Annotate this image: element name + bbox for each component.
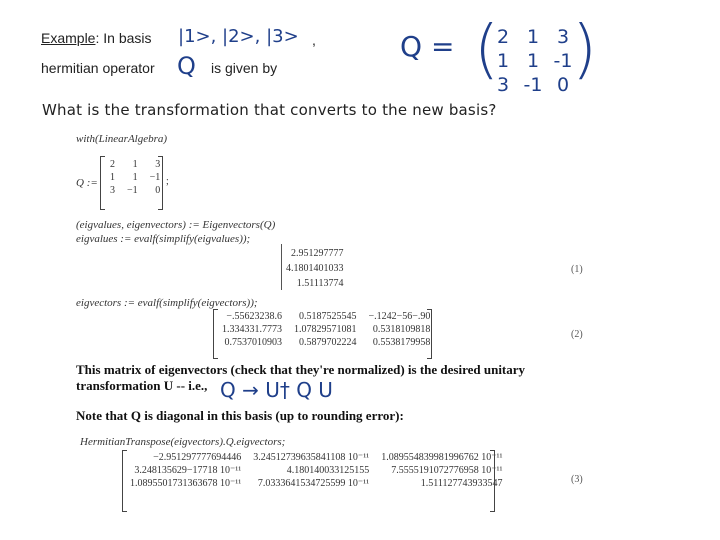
equation-number-3: (3) [571, 474, 583, 485]
eigvector-cell: 0.7537010903 [224, 337, 282, 348]
result-cell: 3.248135629−17718 10⁻¹¹ [134, 465, 242, 476]
q-cell: 3 [110, 185, 115, 196]
eigvector-cell: 1.07829571081 [294, 324, 357, 335]
eigenvectors-command: (eigvalues, eigenvectors) := Eigenvectors(Q) [76, 219, 276, 231]
q-cell: 1 [132, 159, 138, 170]
q-cell: 0 [155, 185, 161, 196]
hq-cell: 1 [526, 26, 540, 48]
result-cell: −2.951297777694446 [153, 452, 242, 463]
eigvectors-right-bracket [427, 309, 432, 359]
result-matrix [124, 451, 508, 490]
eigvector-cell: −.55623238.6 [226, 311, 282, 322]
handwritten-right-paren: ) [572, 13, 597, 87]
handwritten-q-equals: Q = [400, 30, 455, 63]
eigvector-cell: 1.334331.7773 [222, 324, 282, 335]
eigvector-cell: −.1242−56−.90 [368, 311, 431, 322]
example-line [41, 30, 152, 46]
result-cell: 3.24512739635841108 10⁻¹¹ [253, 452, 370, 463]
with-command: with(LinearAlgebra) [76, 133, 168, 145]
result-cell: 4.180140033125155 [286, 465, 370, 476]
example-label: Example [41, 30, 96, 46]
hq-cell: -1 [523, 74, 543, 96]
handwritten-transform: Q → U† Q U [220, 378, 333, 402]
q-cell: 1 [110, 172, 115, 183]
question-heading: What is the transformation that converts to the new basis? [42, 101, 497, 119]
hq-cell: 1 [496, 50, 510, 72]
equation-number-1: (1) [571, 264, 583, 275]
q-cell: 3 [155, 159, 161, 170]
hq-cell: 1 [526, 50, 540, 72]
example-rest: : In basis [95, 30, 152, 46]
handwritten-q-matrix [488, 26, 578, 96]
result-cell: 7.5555191072776958 10⁻¹¹ [391, 465, 503, 476]
result-cell: 1.089554839981996762 10⁻¹¹ [381, 452, 503, 463]
result-cell: 7.0333641534725599 10⁻¹¹ [257, 478, 370, 489]
eigvalues-command: eigvalues := evalf(simplify(eigvalues)); [76, 233, 251, 245]
eigvalues-vector [286, 246, 344, 291]
equation-number-2: (2) [571, 329, 583, 340]
unitary-note-line2: transformation U -- i.e., [76, 378, 208, 393]
q-terminator: ; [166, 176, 169, 187]
eigvectors-matrix [216, 310, 436, 349]
eigvalue: 2.951297777 [291, 248, 344, 259]
hq-cell: 3 [556, 26, 570, 48]
unitary-note-line1: This matrix of eigenvectors (check that they're normalized) is the desired unitary [76, 362, 526, 377]
eigvector-cell: 0.5187525545 [299, 311, 357, 322]
eigvector-cell: 0.5318109818 [372, 324, 431, 335]
result-cell: 1.511127743933547 [420, 478, 503, 489]
eigvector-cell: 0.5538179958 [372, 337, 431, 348]
operator-text: hermitian operator [41, 60, 155, 76]
q-cell: 1 [132, 172, 138, 183]
hq-cell: -1 [553, 50, 573, 72]
diagonal-note: Note that Q is diagonal in this basis (up to rounding error): [76, 408, 404, 423]
result-right-bracket [490, 450, 495, 512]
q-matrix [104, 158, 166, 197]
q-cell: −1 [127, 185, 138, 196]
q-cell: 2 [110, 159, 115, 170]
handwritten-basis: |1>, |2>, |3> [178, 26, 299, 47]
hq-cell: 0 [556, 74, 570, 96]
eigvalue: 4.1801401033 [286, 263, 344, 274]
basis-trailing-comma: , [312, 32, 316, 48]
result-cell: 1.0895501731363678 10⁻¹¹ [130, 478, 242, 489]
eigvector-cell: 0.5879702224 [299, 337, 357, 348]
eigvalues-bracket [281, 244, 282, 290]
handwritten-left-paren: ( [474, 13, 499, 87]
handwritten-q-symbol: Q [177, 52, 196, 80]
eigvectors-command: eigvectors := evalf(simplify(eigvectors)); [76, 297, 258, 309]
given-by-text: is given by [211, 60, 278, 76]
q-right-bracket [158, 156, 163, 210]
q-assign-label: Q := [76, 177, 98, 189]
hq-cell: 2 [496, 26, 510, 48]
hermitian-transpose-command: HermitianTranspose(eigvectors).Q.eigvectors; [80, 436, 286, 448]
eigvalue: 1.51113774 [296, 278, 344, 289]
q-cell: −1 [149, 172, 161, 183]
hq-cell: 3 [496, 74, 510, 96]
